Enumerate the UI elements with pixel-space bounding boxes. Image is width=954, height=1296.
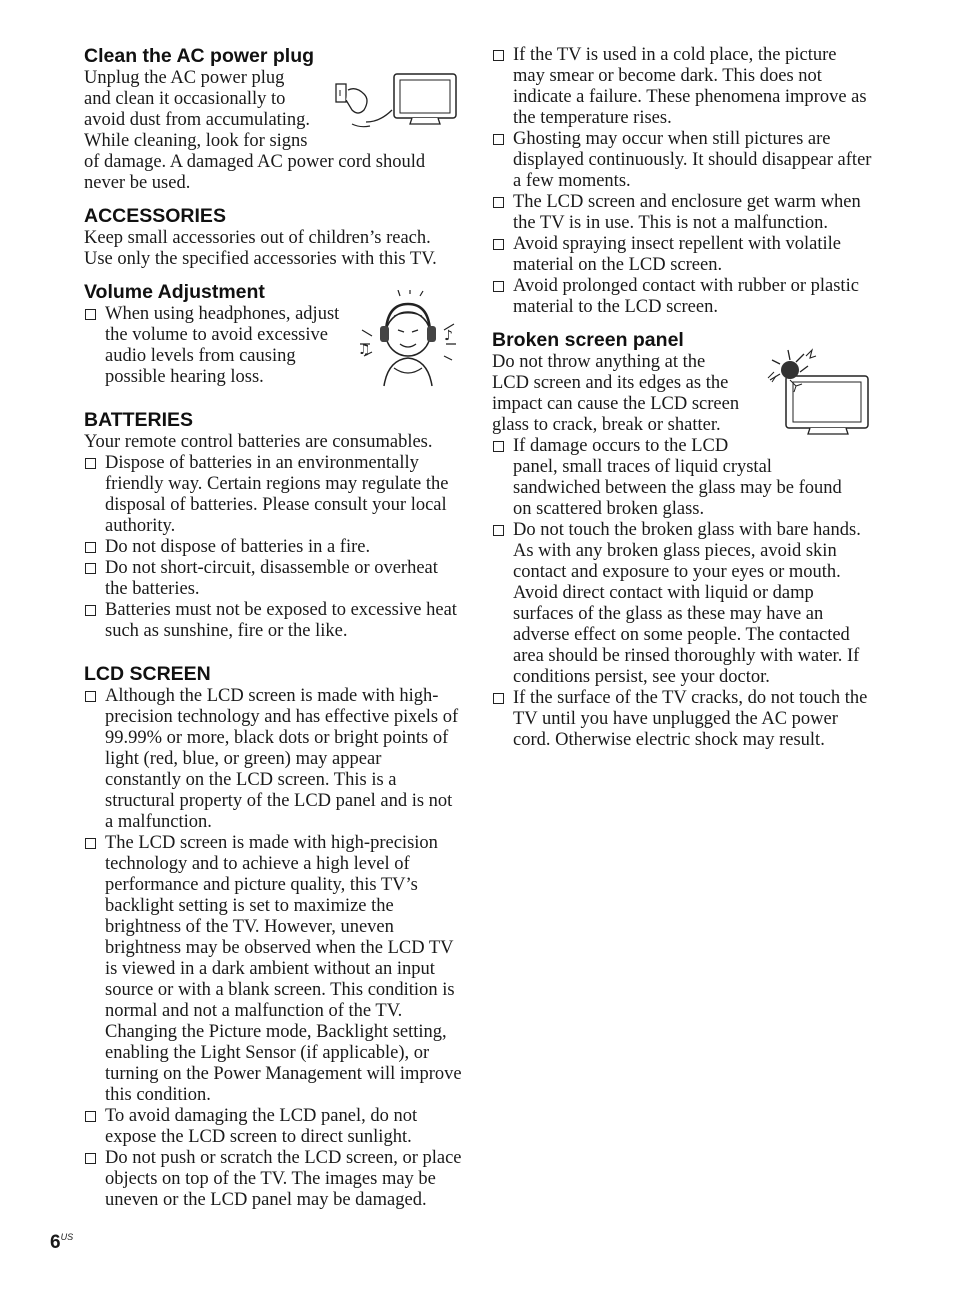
batteries-intro: Your remote control batteries are consumables. xyxy=(84,432,433,452)
batteries-list xyxy=(84,453,462,642)
list-item: Do not push or scratch the LCD screen, or place objects on top of the TV. The images may be uneven or the LCD panel may be damaged. xyxy=(84,1148,462,1211)
section-ac-plug xyxy=(84,44,462,194)
broken-tv-illustration-icon xyxy=(766,346,872,438)
broken-line-1: Do not throw anything at the xyxy=(492,352,706,372)
checkbox-icon xyxy=(85,458,96,469)
ac-plug-tail: of damage. A damaged AC power cord should never be used. xyxy=(84,152,426,193)
section-batteries xyxy=(84,408,462,642)
lcd-heading: LCD SCREEN xyxy=(84,663,211,685)
list-item: Avoid spraying insect repellent with volatile material on the LCD screen. xyxy=(492,234,872,276)
section-lcd xyxy=(84,662,462,1211)
checkbox-icon xyxy=(493,50,504,61)
right-column xyxy=(492,45,872,761)
list-item: Do not touch the broken glass with bare hands. As with any broken glass pieces, avoid skin contact and exposure to your eyes or mouth. Avoid direct contact with liquid or damp surfaces of the glass as these may have an adverse effect on some people. The contacted area should be rinsed thoroughly with water. If conditions persist, see your doctor. xyxy=(492,520,872,688)
ac-plug-heading: Clean the AC power plug xyxy=(84,45,315,67)
batteries-heading: BATTERIES xyxy=(84,409,194,431)
ac-plug-line-2: and clean it occasionally to xyxy=(84,89,286,109)
checkbox-icon xyxy=(85,1153,96,1164)
list-item: Batteries must not be exposed to excessive heat such as sunshine, fire or the like. xyxy=(84,600,462,642)
checkbox-icon xyxy=(85,563,96,574)
broken-heading: Broken screen panel xyxy=(492,329,684,351)
left-column xyxy=(84,44,462,1221)
checkbox-icon xyxy=(493,693,504,704)
checkbox-icon xyxy=(493,441,504,452)
checkbox-icon xyxy=(493,239,504,250)
accessories-text: Keep small accessories out of children’s reach. Use only the specified accessories with this TV. xyxy=(84,228,437,269)
page-number: $6^{US}$ xyxy=(50,1232,74,1253)
checkbox-icon xyxy=(493,197,504,208)
volume-list xyxy=(84,304,462,388)
list-item: If the surface of the TV cracks, do not touch the TV until you have unplugged the AC power cord. Otherwise electric shock may result. xyxy=(492,688,872,751)
section-accessories xyxy=(84,204,462,270)
lcd-list xyxy=(84,686,462,1211)
broken-line-2: LCD screen and its edges as the xyxy=(492,373,729,393)
svg-text:♪: ♪ xyxy=(444,328,453,344)
checkbox-icon xyxy=(85,838,96,849)
list-item: To avoid damaging the LCD panel, do not expose the LCD screen to direct sunlight. xyxy=(84,1106,462,1148)
list-item: If damage occurs to the LCD panel, small traces of liquid crystal sandwiched between the glass may be found on scattered broken glass. xyxy=(492,436,872,520)
broken-line-4: glass to crack, break or shatter. xyxy=(492,415,721,435)
accessories-heading: ACCESSORIES xyxy=(84,205,226,227)
checkbox-icon xyxy=(493,134,504,145)
section-lcd-continued xyxy=(492,45,872,318)
svg-text:♫: ♫ xyxy=(358,342,371,358)
section-volume xyxy=(84,280,462,388)
checkbox-icon xyxy=(493,281,504,292)
ac-plug-line-4: While cleaning, look for signs xyxy=(84,131,308,151)
checkbox-icon xyxy=(85,691,96,702)
list-item: Do not dispose of batteries in a fire. xyxy=(84,537,462,558)
broken-line-3: impact can cause the LCD screen xyxy=(492,394,740,414)
list-item: Do not short-circuit, disassemble or overheat the batteries. xyxy=(84,558,462,600)
list-item: The LCD screen and enclosure get warm when the TV is in use. This is not a malfunction. xyxy=(492,192,872,234)
list-item: If the TV is used in a cold place, the picture may smear or become dark. This does not indicate a failure. These phenomena improve as the temperature rises. xyxy=(492,45,872,129)
ac-plug-line-3: avoid dust from accumulating. xyxy=(84,110,311,130)
checkbox-icon xyxy=(85,605,96,616)
page-region: US xyxy=(60,1232,74,1242)
list-item: When using headphones, adjust the volume to avoid excessive audio levels from causing possible hearing loss. xyxy=(84,304,462,388)
section-broken xyxy=(492,328,872,751)
list-item: Although the LCD screen is made with high-precision technology and has effective pixels of 99.99% or more, black dots or bright points of light (red, blue, or green) may appear constantly on the LCD screen. This is a structural property of the LCD panel and is not a malfunction. xyxy=(84,686,462,833)
list-item: The LCD screen is made with high-precision technology and to achieve a high level of performance and picture quality, this TV’s backlight setting is set to maximize the brightness of the TV. However, uneven brightness may be observed when the LCD TV is viewed in a dark ambient without an input source or with a blank screen. This condition is normal and not a malfunction of the TV. Changing the Picture mode, Backlight setting, enabling the Light Sensor (if applicable), or turning on the Power Management will improve this condition. xyxy=(84,833,462,1106)
volume-heading: Volume Adjustment xyxy=(84,281,265,303)
checkbox-icon xyxy=(85,542,96,553)
list-item: Ghosting may occur when still pictures are displayed continuously. It should disappear after a few moments. xyxy=(492,129,872,192)
checkbox-icon xyxy=(85,1111,96,1122)
list-item: Dispose of batteries in an environmentally friendly way. Certain regions may regulate the disposal of batteries. Please consult your local authority. xyxy=(84,453,462,537)
ac-plug-line-1: Unplug the AC power plug xyxy=(84,68,285,88)
list-item: Avoid prolonged contact with rubber or plastic material to the LCD screen. xyxy=(492,276,872,318)
checkbox-icon xyxy=(493,525,504,536)
broken-list xyxy=(492,436,872,751)
checkbox-icon xyxy=(85,309,96,320)
lcd-continued-list xyxy=(492,45,872,318)
plug-tv-illustration-icon xyxy=(330,70,462,132)
